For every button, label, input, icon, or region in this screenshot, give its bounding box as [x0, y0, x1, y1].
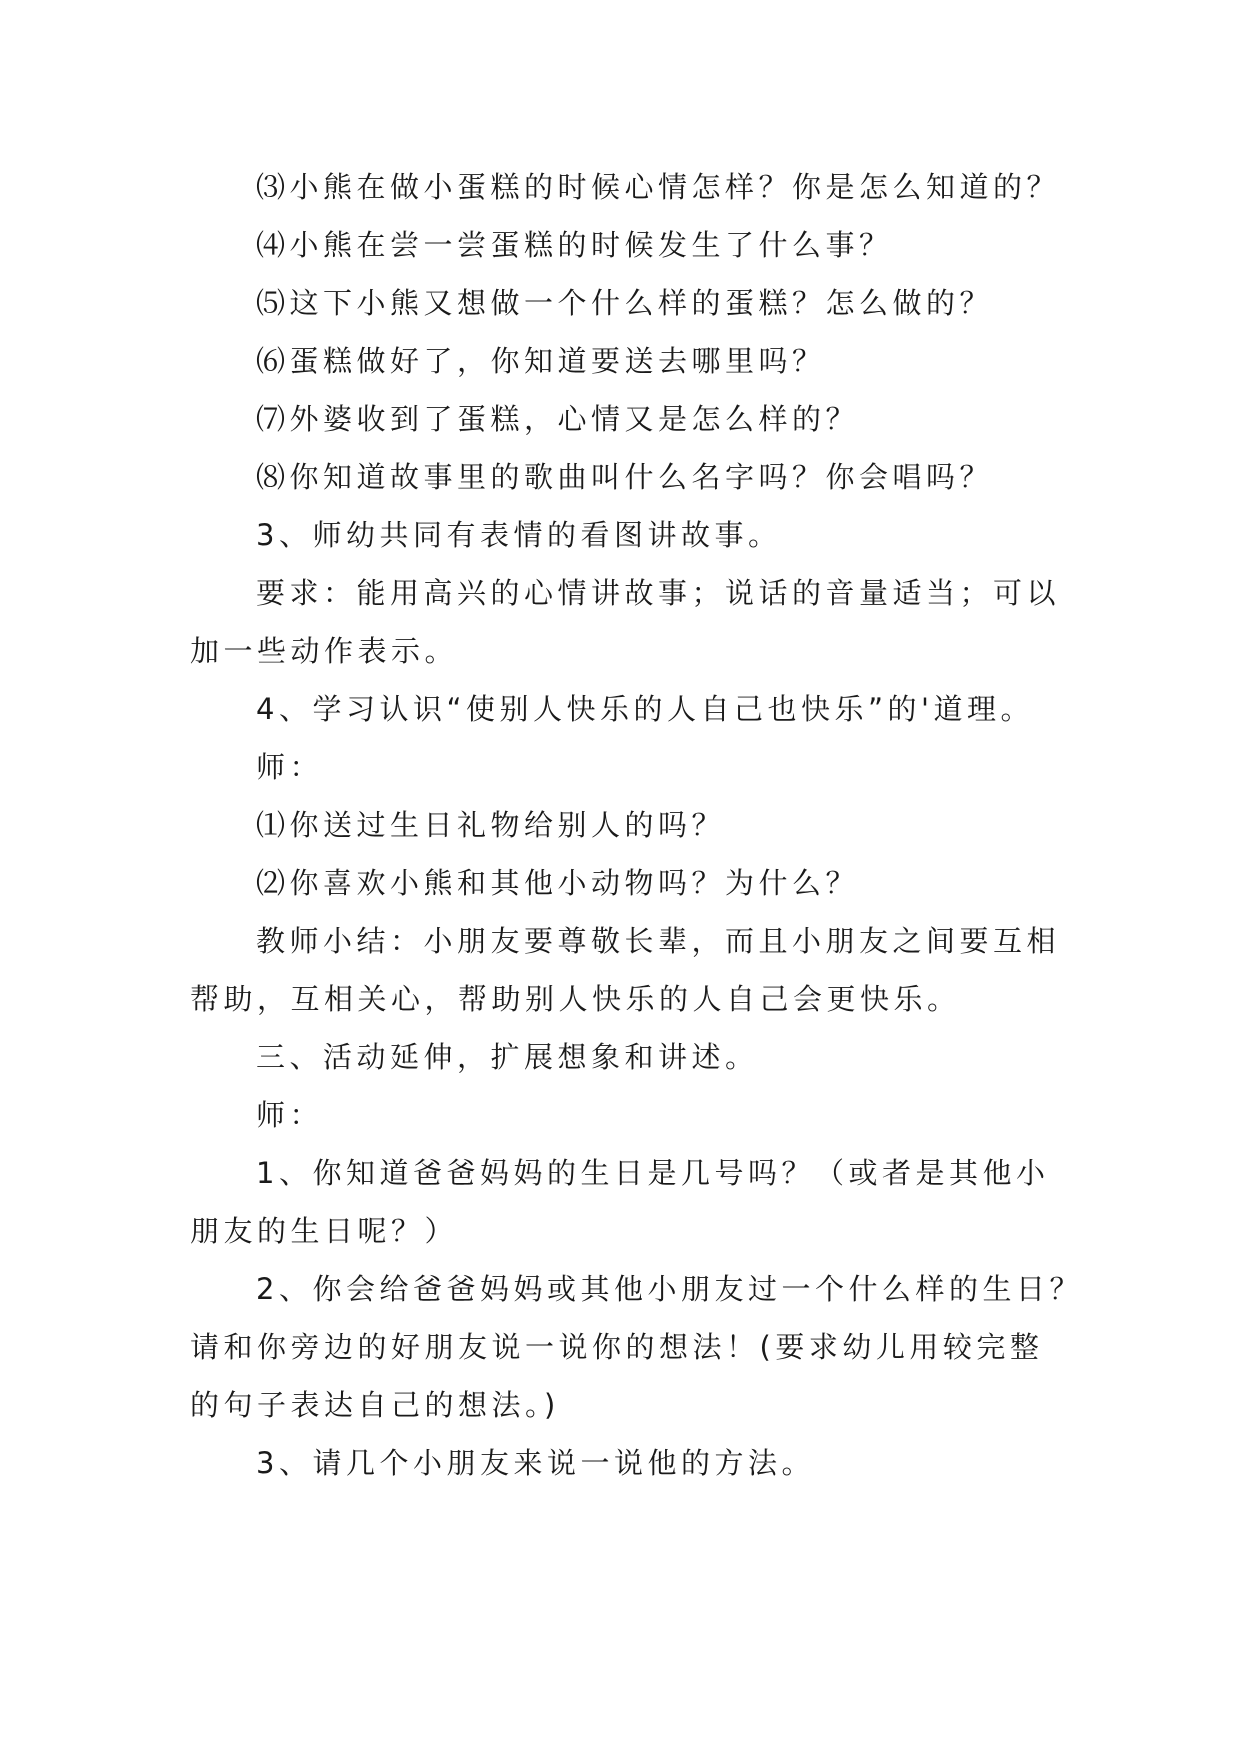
text-line: 朋友的生日呢？）	[190, 1214, 459, 1248]
text-line: 教师小结：小朋友要尊敬长辈，而且小朋友之间要互相	[256, 924, 1061, 958]
text-line: 3、师幼共同有表情的看图讲故事。	[256, 518, 782, 552]
text-line: 4、学习认识“使别人快乐的人自己也快乐”的'道理。	[256, 692, 1034, 726]
text-line: ⑺外婆收到了蛋糕，心情又是怎么样的？	[256, 402, 860, 436]
text-line: 师：	[256, 750, 324, 784]
text-line: 的句子表达自己的想法。)	[190, 1388, 560, 1422]
document-body	[190, 158, 1083, 1492]
text-line: ⑵你喜欢小熊和其他小动物吗？为什么？	[256, 866, 860, 900]
text-line: ⑻你知道故事里的歌曲叫什么名字吗？你会唱吗？	[256, 460, 994, 494]
text-line: ⑷小熊在尝一尝蛋糕的时候发生了什么事？	[256, 228, 893, 262]
text-line: 三、活动延伸，扩展想象和讲述。	[256, 1040, 759, 1074]
text-line: 请和你旁边的好朋友说一说你的想法！(要求幼儿用较完整	[190, 1330, 1044, 1364]
text-line: 帮助，互相关心，帮助别人快乐的人自己会更快乐。	[190, 982, 961, 1016]
text-line: 3、请几个小朋友来说一说他的方法。	[256, 1446, 815, 1480]
text-line: ⑸这下小熊又想做一个什么样的蛋糕？怎么做的？	[256, 286, 994, 320]
text-line: 加一些动作表示。	[190, 634, 459, 668]
text-line: 要求：能用高兴的心情讲故事；说话的音量适当；可以	[256, 576, 1061, 610]
text-line: 师：	[256, 1098, 324, 1132]
text-line: 1、你知道爸爸妈妈的生日是几号吗？（或者是其他小	[256, 1156, 1050, 1190]
text-line: ⑹蛋糕做好了，你知道要送去哪里吗？	[256, 344, 826, 378]
text-line: ⑴你送过生日礼物给别人的吗？	[256, 808, 726, 842]
text-line: ⑶小熊在做小蛋糕的时候心情怎样？你是怎么知道的？	[256, 170, 1061, 204]
text-line: 2、你会给爸爸妈妈或其他小朋友过一个什么样的生日？	[256, 1272, 1083, 1306]
